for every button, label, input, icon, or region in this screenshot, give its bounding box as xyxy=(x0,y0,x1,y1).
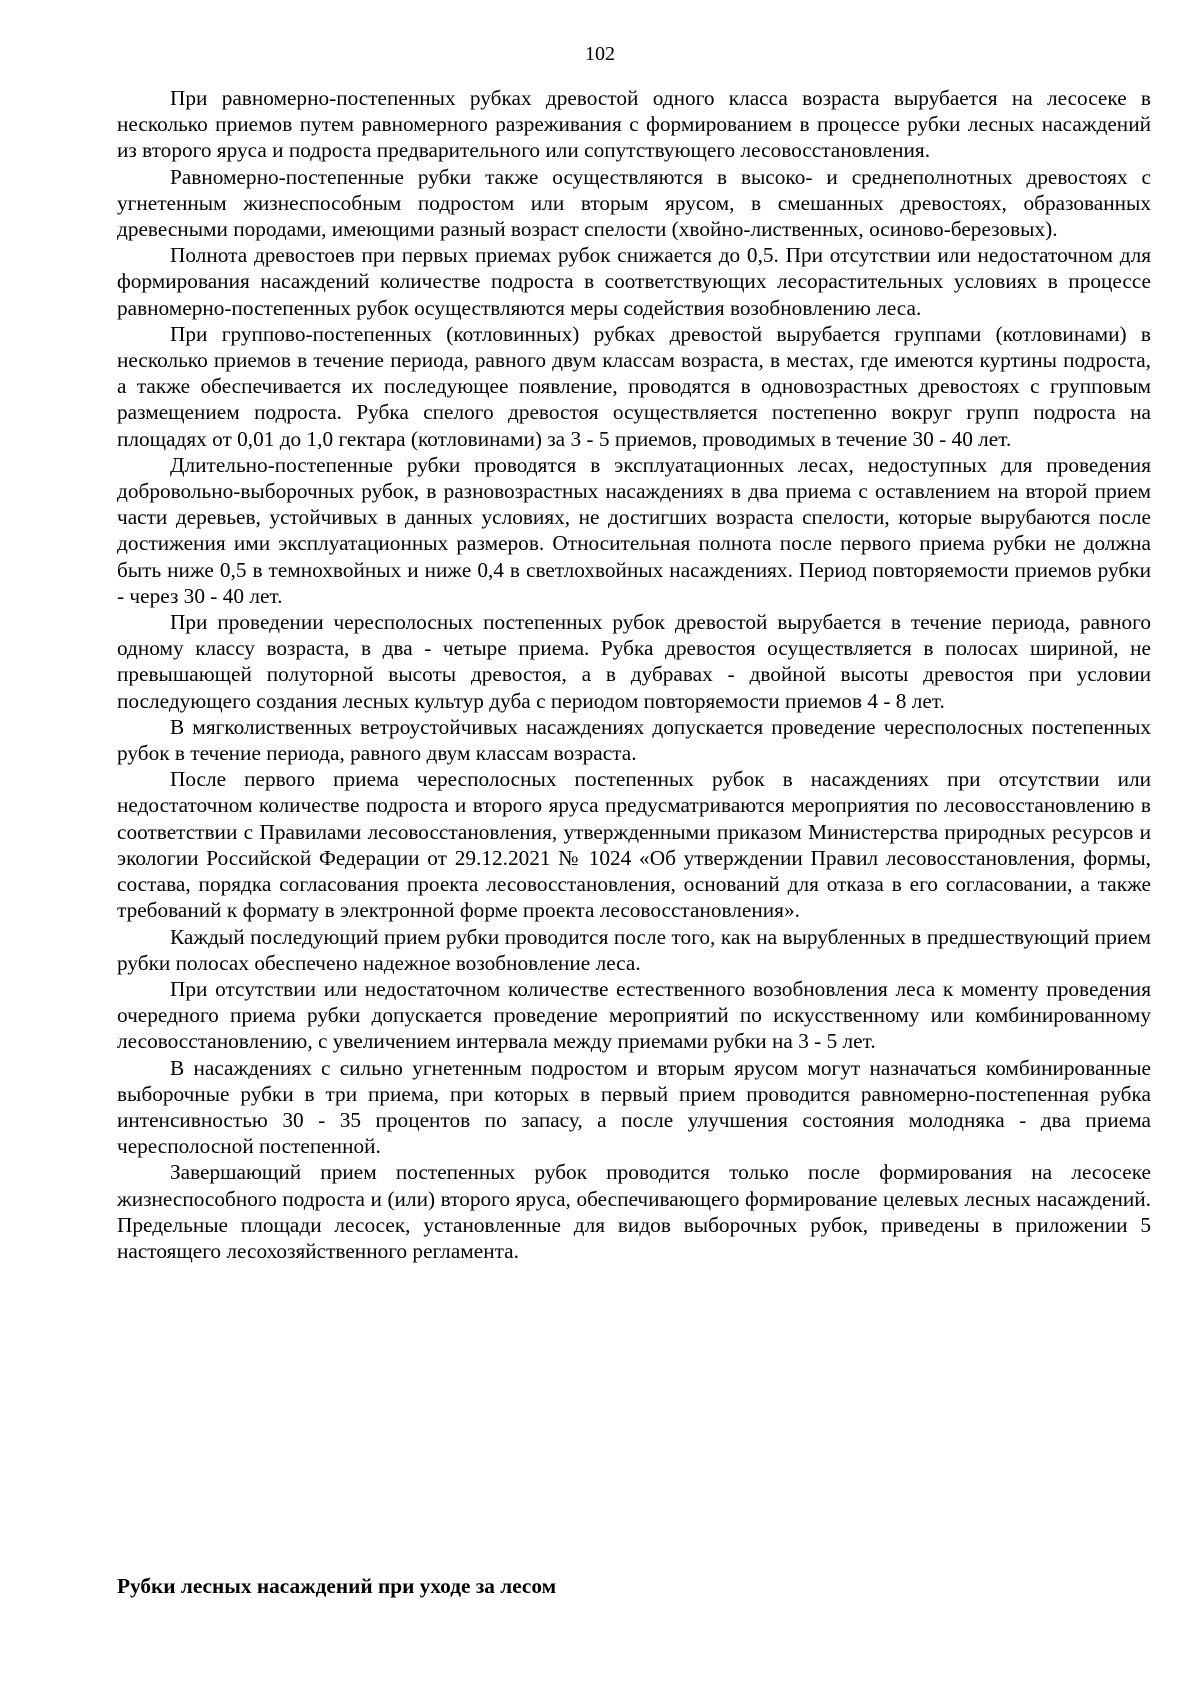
paragraph: Каждый последующий прием рубки проводится после того, как на вырубленных в предшествующий прием рубки полосах обеспечено надежное возобновление леса. xyxy=(117,924,1151,975)
paragraph: При равномерно-постепенных рубках древостой одного класса возраста вырубается на лесосеке в несколько приемов путем равномерного разреживания с формированием в процессе рубки лесных насаждений из второго яруса и подроста предварительного или сопутствующего лесовосстановления. xyxy=(117,86,1151,163)
paragraph: Завершающий прием постепенных рубок проводится только после формирования на лесосеке жизнеспособного подроста и (или) второго яруса, обеспечивающего формирование целевых лесных насаждений. Предельные площади лесосек, установленные для видов выборочных рубок, приведены в приложении 5 настоящего лесохозяйственного регламента. xyxy=(117,1160,1151,1263)
paragraph: Полнота древостоев при первых приемах рубок снижается до 0,5. При отсутствии или недостаточном для формирования насаждений количестве подроста в соответствующих лесорастительных условиях в процессе равномерно-постепенных рубок осуществляются меры содействия возобновлению леса. xyxy=(117,243,1151,320)
paragraph: Равномерно-постепенные рубки также осуществляются в высоко- и среднеполнотных древостоях с угнетенным жизнеспособным подростом или вторым ярусом, в смешанных древостоях, образованных древесными породами, имеющими разный возраст спелости (хвойно-лиственных, осиново-березовых). xyxy=(117,164,1151,242)
section-heading: Рубки лесных насаждений при уходе за лесом xyxy=(117,1574,557,1598)
page-number: 102 xyxy=(585,43,615,65)
paragraph: В насаждениях с сильно угнетенным подростом и вторым ярусом могут назначаться комбинированные выборочные рубки в три приема, при которых в первый прием проводится равномерно-постепенная рубка интенсивностью 30 - 35 процентов по запасу, а после улучшения состояния молодняка - два приема чересполосной постепенной. xyxy=(117,1055,1151,1159)
paragraph: Длительно-постепенные рубки проводятся в эксплуатационных лесах, недоступных для проведения добровольно-выборочных рубок, в разновозрастных насаждениях в два приема с оставлением на второй прием части деревьев, устойчивых в данных условиях, не достигших возраста спелости, которые вырубаются после достижения ими эксплуатационных размеров. Относительная полнота после первого приема рубки не должна быть ниже 0,5 в темнохвойных и ниже 0,4 в светлохвойных насаждениях. Период повторяемости приемов рубки - через 30 - 40 лет. xyxy=(117,452,1151,608)
paragraph: При проведении чересполосных постепенных рубок древостой вырубается в течение периода, равного одному классу возраста, в два - четыре приема. Рубка древостоя осуществляется в полосах шириной, не превышающей полуторной высоты древостоя, а в дубравах - двойной высоты древостоя при условии последующего создания лесных культур дуба с периодом повторяемости приемов 4 - 8 лет. xyxy=(117,610,1151,713)
paragraph: При группово-постепенных (котловинных) рубках древостой вырубается группами (котловинами) в несколько приемов в течение периода, равного двум классам возраста, в местах, где имеются куртины подроста, а также обеспечивается их последующее появление, проводятся в одновозрастных древостоях с групповым размещением подроста. Рубка спелого древостоя осуществляется постепенно вокруг групп подроста на площадях от 0,01 до 1,0 гектара (котловинами) за 3 - 5 приемов, проводимых в течение 30 - 40 лет. xyxy=(117,321,1151,451)
paragraph: В мягколиственных ветроустойчивых насаждениях допускается проведение чересполосных постепенных рубок в течение периода, равного двум классам возраста. xyxy=(117,714,1151,766)
document-body xyxy=(117,85,1151,1264)
paragraph: После первого приема чересполосных постепенных рубок в насаждениях при отсутствии или недостаточном количестве подроста и второго яруса предусматриваются мероприятия по лесовосстановлению в соответствии с Правилами лесовосстановления, утвержденными приказом Министерства природных ресурсов и экологии Российской Федерации от 29.12.2021 № 1024 «Об утверждении Правил лесовосстановления, формы, состава, порядка согласования проекта лесовосстановления, оснований для отказа в его согласовании, а также требований к формату в электронной форме проекта лесовосстановления». xyxy=(117,767,1151,923)
paragraph: При отсутствии или недостаточном количестве естественного возобновления леса к моменту проведения очередного приема рубки допускается проведение мероприятий по искусственному или комбинированному лесовосстановлению, с увеличением интервала между приемами рубки на 3 - 5 лет. xyxy=(117,976,1151,1054)
